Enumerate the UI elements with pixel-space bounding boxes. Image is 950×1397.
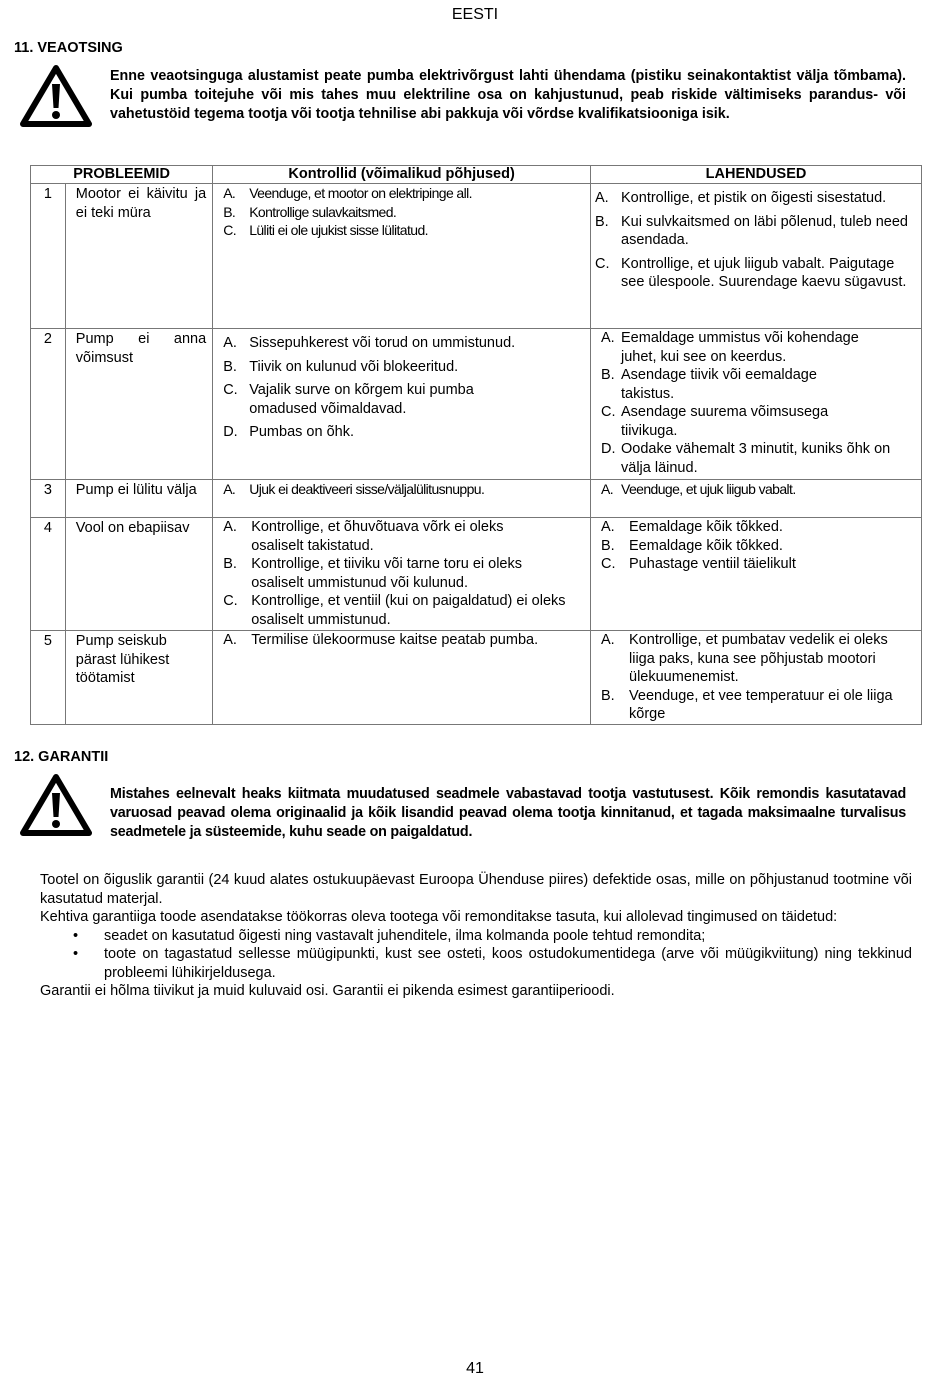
check-item: C. Lüliti ei ole ujukist sisse lülitatud.	[223, 222, 428, 238]
checks-cell	[213, 184, 591, 329]
solution-item: B. Eemaldage kõik tõkked.	[601, 537, 783, 554]
check-item: C. Vajalik surve on kõrgem kui pumba omadused võimaldavad.	[223, 382, 474, 417]
table-row	[31, 518, 922, 631]
warranty-paragraph: Kehtiva garantiiga toode asendatakse töökorras oleva tootega või remonditakse tasuta, kui allolevad tingimused on täidetud:	[40, 909, 838, 925]
solution-item: A. Kontrollige, et pumbatav vedelik ei oleks liiga paks, kuna see põhjustab mootori ülekuumenemist.	[601, 632, 888, 685]
problem-cell: Pump ei anna võimsust	[65, 329, 212, 480]
row-number: 3	[31, 480, 66, 518]
solution-item: A. Kontrollige, et pistik on õigesti sisestatud.	[595, 190, 887, 206]
warranty-paragraph: Tootel on õiguslik garantii (24 kuud alates ostukuupäevast Euroopa Ühenduse piires) defektide osas, mille on põhjustanud tootmine või kasutatud materjal.	[40, 872, 912, 907]
check-item: B. Tiivik on kulunud või blokeeritud.	[223, 358, 459, 375]
solutions-cell	[591, 518, 922, 631]
section-12-title: 12. GARANTII	[14, 749, 109, 765]
table-header-row	[31, 166, 922, 184]
bullet-icon: •	[73, 927, 79, 944]
solution-item: B. Veenduge, et vee temperatuur ei ole liiga kõrge	[601, 687, 893, 722]
row-number: 5	[31, 631, 66, 725]
check-item: A. Veenduge, et mootor on elektripinge all.	[223, 185, 472, 201]
check-item: A. Sissepuhkerest või torud on ummistunud.	[223, 335, 516, 351]
solution-item: B. Asendage tiivik või eemaldage takistus.	[601, 367, 817, 402]
solution-item: A. Veenduge, et ujuk liigub vabalt.	[601, 481, 796, 497]
solutions-cell	[591, 329, 922, 480]
check-item: B. Kontrollige, et tiiviku või tarne toru ei oleks osaliselt ummistunud või kulunud.	[223, 556, 522, 591]
problem-cell: Mootor ei käivitu ja ei teki müra	[65, 184, 212, 329]
solution-item: A. Eemaldage ummistus või kohendage juhet, kui see on keerdus.	[601, 330, 859, 365]
troubleshooting-warning-text: Enne veaotsinguga alustamist peate pumba elektrivõrgust lahti ühendama (pistiku seinakontaktist välja tõmbama). Kui pumba toitejuhe või mis tahes muu elektriline osa on kahjustunud, peab riskide vältimiseks parandus- või vahetustöid tegema tootja või tootja tehnilise abi pakkuja või võrdse kvalifikatsiooniga isik.	[110, 68, 906, 122]
solution-item: C. Puhastage ventiil täielikult	[601, 556, 796, 572]
solution-item: A. Eemaldage kõik tõkked.	[601, 519, 783, 535]
checks-cell	[213, 518, 591, 631]
checks-cell	[213, 480, 591, 518]
warranty-body	[40, 871, 912, 1001]
row-number: 4	[31, 518, 66, 631]
solutions-cell	[591, 480, 922, 518]
solution-item: C. Kontrollige, et ujuk liigub vabalt. Paigutage see ülespoole. Suurendage kaevu sügavust.	[595, 255, 907, 290]
bullet-icon: •	[73, 946, 79, 962]
row-number: 1	[31, 184, 66, 329]
problem-cell: Pump seiskub pärast lühikest töötamist	[65, 631, 212, 725]
header-solutions: LAHENDUSED	[591, 166, 922, 184]
table-row	[31, 184, 922, 329]
table-row	[31, 631, 922, 725]
problem-cell: Pump ei lülitu välja	[65, 480, 212, 518]
header-problems: PROBLEEMID	[31, 166, 213, 184]
checks-cell	[213, 329, 591, 480]
list-item: • seadet on kasutatud õigesti ning vastavalt juhenditele, ilma kolmanda poole tehtud remondita;	[40, 927, 912, 946]
solutions-cell	[591, 631, 922, 725]
warning-triangle-icon	[20, 64, 92, 128]
warranty-paragraph: Garantii ei hõlma tiivikut ja muid kuluvaid osi. Garantii ei pikenda esimest garantiiperioodi.	[40, 983, 615, 999]
row-number: 2	[31, 329, 66, 480]
check-item: C. Kontrollige, et ventiil (kui on paigaldatud) ei oleks osaliselt ummistunud.	[223, 593, 566, 628]
warranty-conditions-list	[40, 927, 912, 983]
warranty-warning-text: Mistahes eelnevalt heaks kiitmata muudatused seadmele vabastavad tootja vastutusest. Kõik remondis kasutatavad varuosad peavad olema originaalid ja kõik lisandid peavad olema tootja kinnitanud, et tagada maksimaalne turvalisus seadmetele ja süsteemide, kuhu seade on paigaldatud.	[110, 786, 906, 840]
troubleshooting-table	[30, 165, 922, 725]
page-number: 41	[466, 1360, 484, 1377]
check-item: A. Kontrollige, et õhuvõtuava võrk ei oleks osaliselt takistatud.	[223, 519, 504, 554]
checks-cell	[213, 631, 591, 725]
check-item: B. Kontrollige sulavkaitsmed.	[223, 203, 397, 220]
page-language-header: EESTI	[451, 6, 499, 23]
problem-cell: Vool on ebapiisav	[65, 518, 212, 631]
solution-item: D. Oodake vähemalt 3 minutit, kuniks õhk on välja läinud.	[601, 441, 891, 476]
solution-item: B. Kui sulvkaitsmed on läbi põlenud, tuleb need asendada.	[595, 213, 908, 248]
section-11-title: 11. VEAOTSING	[14, 40, 123, 56]
table-row	[31, 329, 922, 480]
table-row	[31, 480, 922, 518]
warning-triangle-icon	[20, 773, 92, 837]
check-item: A. Termilise ülekoormuse kaitse peatab pumba.	[223, 632, 539, 648]
header-checks: Kontrollid (võimalikud põhjused)	[213, 166, 591, 184]
check-item: D. Pumbas on õhk.	[223, 424, 354, 440]
list-item: • toote on tagastatud sellesse müügipunkti, kust see osteti, koos ostudokumentidega (arve või müügikviitung) ning tekkinud probleemi lühikirjeldusega.	[40, 945, 912, 982]
check-item: A. Ujuk ei deaktiveeri sisse/väljalülitusnuppu.	[223, 481, 485, 497]
solution-item: C. Asendage suurema võimsusega tiivikuga.	[601, 404, 829, 439]
solutions-cell	[591, 184, 922, 329]
